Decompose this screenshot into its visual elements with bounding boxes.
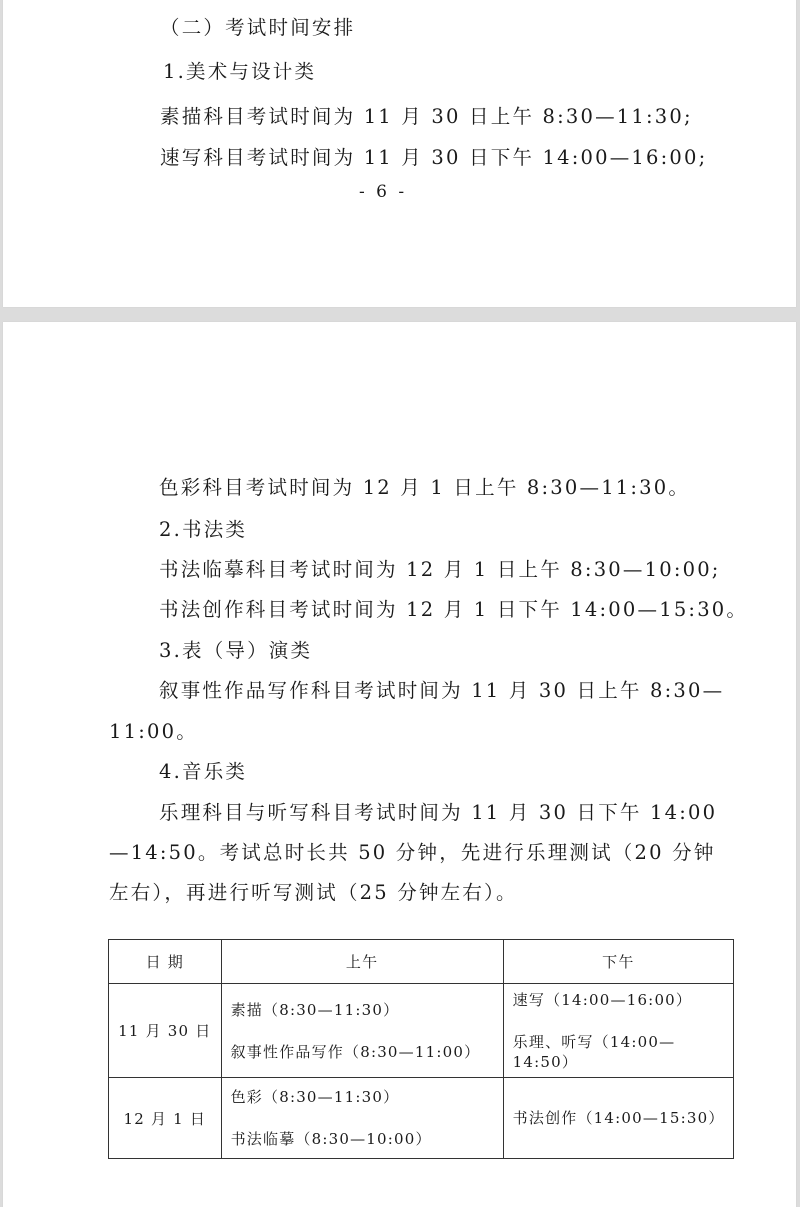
- exam-item: 乐理、听写（14:00—14:50）: [512, 1032, 676, 1071]
- cell-morning: [221, 1078, 503, 1159]
- exam-item: 色彩（8:30—11:30）: [230, 1088, 400, 1106]
- table-header-row: [109, 940, 734, 984]
- paragraph-line: 色彩科目考试时间为 12 月 1 日上午 8:30—11:30。: [159, 476, 691, 499]
- table-row: [109, 984, 734, 1078]
- cell-afternoon: [503, 1078, 733, 1159]
- paragraph-line: 素描科目考试时间为 11 月 30 日上午 8:30—11:30;: [160, 105, 693, 128]
- subsection-heading-art-design: 1.美术与设计类: [163, 60, 317, 83]
- header-afternoon: 下午: [503, 940, 733, 984]
- header-morning: 上午: [221, 940, 503, 984]
- exam-item: 叙事性作品写作（8:30—11:00）: [230, 1042, 481, 1061]
- document-page-7: [3, 322, 796, 1207]
- paragraph-line: 书法临摹科目考试时间为 12 月 1 日上午 8:30—10:00;: [159, 558, 721, 581]
- cell-morning: [221, 984, 503, 1078]
- subsection-heading-performance: 3.表（导）演类: [159, 639, 313, 662]
- paragraph-line: 11:00。: [109, 720, 198, 743]
- paragraph-line: 书法创作科目考试时间为 12 月 1 日下午 14:00—15:30。: [159, 598, 749, 621]
- table-row: [109, 1078, 734, 1159]
- exam-item: 速写（14:00—16:00）: [512, 990, 693, 1009]
- header-date: 日 期: [109, 940, 222, 984]
- exam-schedule-table: [108, 939, 734, 1159]
- paragraph-line: 叙事性作品写作科目考试时间为 11 月 30 日上午 8:30—: [159, 679, 725, 702]
- paragraph-line: 速写科目考试时间为 11 月 30 日下午 14:00—16:00;: [160, 146, 708, 169]
- subsection-heading-music: 4.音乐类: [159, 760, 248, 783]
- cell-date: 11 月 30 日: [109, 984, 222, 1078]
- paragraph-line: 乐理科目与听写科目考试时间为 11 月 30 日下午 14:00: [159, 801, 718, 824]
- exam-item: 书法临摹（8:30—10:00）: [230, 1130, 432, 1148]
- paragraph-line: 左右），再进行听写测试（25 分钟左右）。: [109, 881, 518, 904]
- cell-afternoon: [503, 984, 733, 1078]
- subsection-heading-calligraphy: 2.书法类: [159, 518, 248, 541]
- exam-item: 书法创作（14:00—15:30）: [512, 1109, 725, 1127]
- exam-item: 素描（8:30—11:30）: [230, 1000, 400, 1019]
- cell-date: 12 月 1 日: [109, 1078, 222, 1159]
- document-page-6: [3, 0, 796, 307]
- section-heading: （二）考试时间安排: [160, 16, 356, 39]
- page-number: - 6 -: [359, 182, 408, 202]
- paragraph-line: —14:50。考试总时长共 50 分钟，先进行乐理测试（20 分钟: [109, 841, 716, 864]
